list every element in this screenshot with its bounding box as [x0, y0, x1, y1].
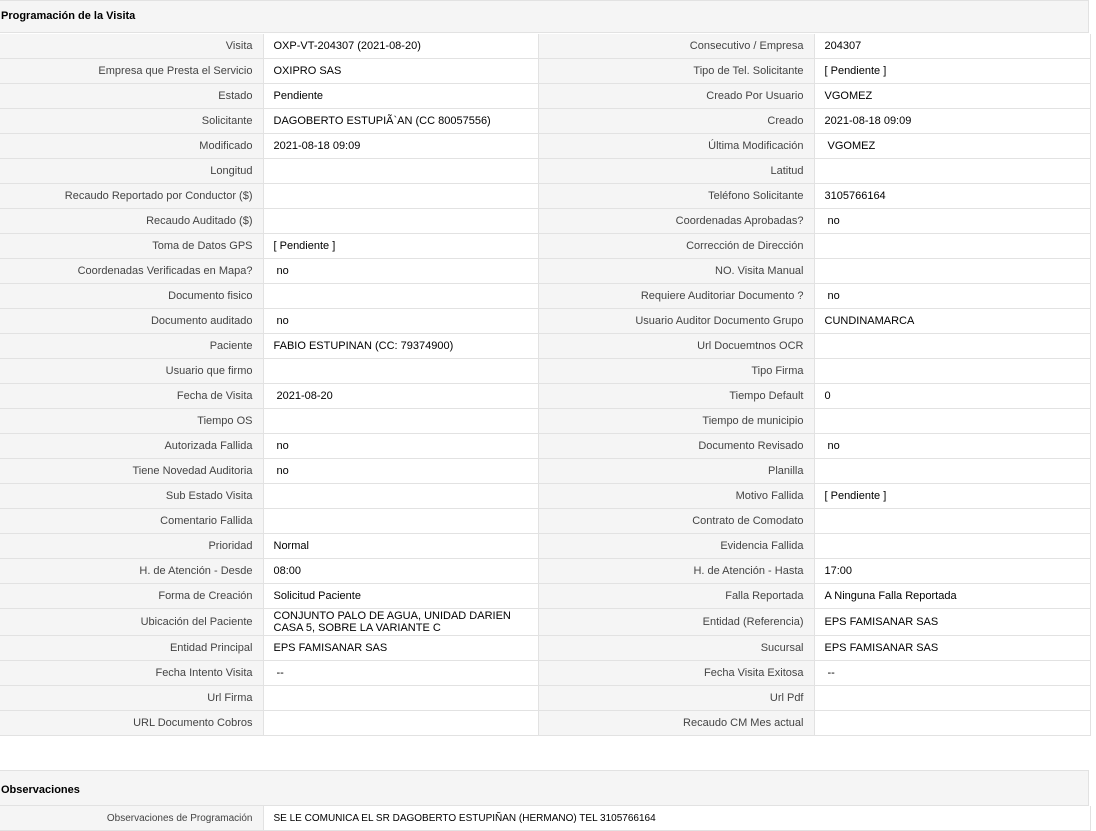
field-value: no	[263, 459, 538, 484]
field-label: Coordenadas Verificadas en Mapa?	[0, 259, 263, 284]
field-value: 08:00	[263, 559, 538, 584]
field-label: Longitud	[0, 159, 263, 184]
field-label: Solicitante	[0, 109, 263, 134]
field-label: Prioridad	[0, 534, 263, 559]
table-row	[0, 359, 1090, 384]
field-value	[814, 159, 1090, 184]
table-row	[0, 409, 1090, 434]
field-value	[263, 284, 538, 309]
field-label: Visita	[0, 34, 263, 59]
table-row	[0, 134, 1090, 159]
field-value: EPS FAMISANAR SAS	[263, 636, 538, 661]
field-label: Consecutivo / Empresa	[538, 34, 814, 59]
table-row	[0, 159, 1090, 184]
field-value	[263, 159, 538, 184]
field-value: 204307	[814, 34, 1090, 59]
field-value	[263, 209, 538, 234]
field-label: Tiempo Default	[538, 384, 814, 409]
table-row	[0, 686, 1090, 711]
field-value: 17:00	[814, 559, 1090, 584]
field-label: H. de Atención - Desde	[0, 559, 263, 584]
section-header-programacion	[0, 0, 1089, 33]
field-label: Corrección de Dirección	[538, 234, 814, 259]
table-row	[0, 534, 1090, 559]
field-label: Fecha de Visita	[0, 384, 263, 409]
field-value	[263, 509, 538, 534]
field-value: [ Pendiente ]	[263, 234, 538, 259]
field-label: Evidencia Fallida	[538, 534, 814, 559]
field-label: H. de Atención - Hasta	[538, 559, 814, 584]
field-value: --	[263, 661, 538, 686]
table-row	[0, 84, 1090, 109]
field-value: 3105766164	[814, 184, 1090, 209]
field-value	[814, 259, 1090, 284]
table-row	[0, 284, 1090, 309]
table-row	[0, 184, 1090, 209]
field-label: Fecha Visita Exitosa	[538, 661, 814, 686]
field-label: Documento auditado	[0, 309, 263, 334]
field-value: FABIO ESTUPINAN (CC: 79374900)	[263, 334, 538, 359]
field-value: OXIPRO SAS	[263, 59, 538, 84]
field-label: Recaudo CM Mes actual	[538, 711, 814, 736]
table-row	[0, 484, 1090, 509]
visit-details-table	[0, 34, 1091, 736]
field-value: [ Pendiente ]	[814, 484, 1090, 509]
field-value: no	[814, 209, 1090, 234]
field-value: A Ninguna Falla Reportada	[814, 584, 1090, 609]
field-value	[814, 359, 1090, 384]
field-value: CONJUNTO PALO DE AGUA, UNIDAD DARIEN CASA 5, SOBRE LA VARIANTE C	[263, 609, 538, 636]
table-row	[0, 806, 1090, 831]
field-value: EPS FAMISANAR SAS	[814, 609, 1090, 636]
table-row	[0, 434, 1090, 459]
field-label: NO. Visita Manual	[538, 259, 814, 284]
field-value: --	[814, 661, 1090, 686]
table-row	[0, 661, 1090, 686]
field-label: Contrato de Comodato	[538, 509, 814, 534]
field-label: Autorizada Fallida	[0, 434, 263, 459]
table-row	[0, 509, 1090, 534]
field-label: Toma de Datos GPS	[0, 234, 263, 259]
field-value: CUNDINAMARCA	[814, 309, 1090, 334]
field-label: Motivo Fallida	[538, 484, 814, 509]
field-label: URL Documento Cobros	[0, 711, 263, 736]
field-value: VGOMEZ	[814, 84, 1090, 109]
table-row	[0, 584, 1090, 609]
field-value: 2021-08-18 09:09	[814, 109, 1090, 134]
field-value: EPS FAMISANAR SAS	[814, 636, 1090, 661]
field-value	[263, 484, 538, 509]
field-label: Tipo Firma	[538, 359, 814, 384]
table-row	[0, 309, 1090, 334]
field-label: Comentario Fallida	[0, 509, 263, 534]
field-label: Planilla	[538, 459, 814, 484]
field-value: no	[263, 259, 538, 284]
field-label: Url Firma	[0, 686, 263, 711]
table-row	[0, 34, 1090, 59]
field-value	[263, 686, 538, 711]
section-header-observaciones	[0, 770, 1089, 806]
table-row	[0, 711, 1090, 736]
field-value: Solicitud Paciente	[263, 584, 538, 609]
field-label: Sucursal	[538, 636, 814, 661]
field-label: Documento fisico	[0, 284, 263, 309]
field-value: OXP-VT-204307 (2021-08-20)	[263, 34, 538, 59]
field-value	[263, 409, 538, 434]
section-title: Programación de la Visita	[1, 10, 136, 22]
table-row	[0, 459, 1090, 484]
observaciones-table	[0, 806, 1091, 831]
field-value: no	[814, 434, 1090, 459]
table-row	[0, 636, 1090, 661]
field-value: [ Pendiente ]	[814, 59, 1090, 84]
field-label: Url Docuemtnos OCR	[538, 334, 814, 359]
field-label: Estado	[0, 84, 263, 109]
field-label: Tipo de Tel. Solicitante	[538, 59, 814, 84]
table-row	[0, 259, 1090, 284]
field-value: no	[263, 434, 538, 459]
field-value	[814, 509, 1090, 534]
field-label: Usuario que firmo	[0, 359, 263, 384]
details-rows	[0, 34, 1090, 736]
field-label: Creado	[538, 109, 814, 134]
field-label: Forma de Creación	[0, 584, 263, 609]
field-value: 2021-08-18 09:09	[263, 134, 538, 159]
field-value: Normal	[263, 534, 538, 559]
field-value	[814, 334, 1090, 359]
field-value	[814, 409, 1090, 434]
field-label: Tiene Novedad Auditoria	[0, 459, 263, 484]
field-label: Teléfono Solicitante	[538, 184, 814, 209]
field-label: Recaudo Auditado ($)	[0, 209, 263, 234]
field-label: Coordenadas Aprobadas?	[538, 209, 814, 234]
field-label: Documento Revisado	[538, 434, 814, 459]
field-value: no	[814, 284, 1090, 309]
field-label: Usuario Auditor Documento Grupo	[538, 309, 814, 334]
field-value	[263, 711, 538, 736]
table-row	[0, 109, 1090, 134]
field-value	[263, 359, 538, 384]
field-label: Latitud	[538, 159, 814, 184]
field-label: Última Modificación	[538, 134, 814, 159]
field-label: Requiere Auditoriar Documento ?	[538, 284, 814, 309]
field-label: Url Pdf	[538, 686, 814, 711]
table-row	[0, 209, 1090, 234]
field-label: Modificado	[0, 134, 263, 159]
field-value	[814, 686, 1090, 711]
field-value	[814, 234, 1090, 259]
field-label: Fecha Intento Visita	[0, 661, 263, 686]
field-label: Sub Estado Visita	[0, 484, 263, 509]
table-row	[0, 59, 1090, 84]
field-value	[814, 534, 1090, 559]
field-value: DAGOBERTO ESTUPIÃ`AN (CC 80057556)	[263, 109, 538, 134]
field-value	[814, 459, 1090, 484]
field-label: Empresa que Presta el Servicio	[0, 59, 263, 84]
field-value: 2021-08-20	[263, 384, 538, 409]
field-label: Tiempo OS	[0, 409, 263, 434]
field-label: Ubicación del Paciente	[0, 609, 263, 636]
field-value	[814, 711, 1090, 736]
field-value: VGOMEZ	[814, 134, 1090, 159]
field-value: Pendiente	[263, 84, 538, 109]
field-label: Observaciones de Programación	[0, 806, 263, 831]
field-label: Entidad Principal	[0, 636, 263, 661]
table-row	[0, 384, 1090, 409]
field-label: Creado Por Usuario	[538, 84, 814, 109]
field-label: Falla Reportada	[538, 584, 814, 609]
field-value: no	[263, 309, 538, 334]
field-value: SE LE COMUNICA EL SR DAGOBERTO ESTUPIÑAN (HERMANO) TEL 3105766164	[263, 806, 1090, 831]
table-row	[0, 609, 1090, 636]
field-label: Paciente	[0, 334, 263, 359]
table-row	[0, 559, 1090, 584]
section-title: Observaciones	[1, 784, 80, 796]
field-value: 0	[814, 384, 1090, 409]
field-label: Recaudo Reportado por Conductor ($)	[0, 184, 263, 209]
field-label: Entidad (Referencia)	[538, 609, 814, 636]
table-row	[0, 234, 1090, 259]
field-label: Tiempo de municipio	[538, 409, 814, 434]
field-value	[263, 184, 538, 209]
table-row	[0, 334, 1090, 359]
